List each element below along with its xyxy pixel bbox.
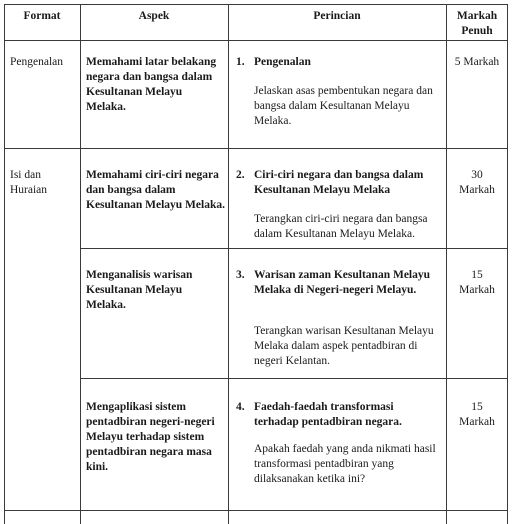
item-title: Ciri-ciri negara dan bangsa dalam Kesultanan Melayu Melaka xyxy=(254,169,424,196)
column-divider xyxy=(446,4,447,524)
row-aspek: Mengaplikasi sistem pentadbiran negeri-negeri Melayu terhadap sistem pentadbiran negara masa kini. xyxy=(86,401,215,473)
table-left-border xyxy=(4,4,5,524)
header-perincian: Perincian xyxy=(313,10,361,22)
table-right-border xyxy=(507,4,508,524)
assignment-rubric-table xyxy=(4,4,508,524)
item-title: Faedah-faedah transformasi terhadap pentadbiran negara. xyxy=(254,401,402,428)
row-aspek: Memahami latar belakang negara dan bangsa dalam Kesultanan Melayu Melaka. xyxy=(86,56,217,113)
header-markah-penuh: Markah Penuh xyxy=(456,10,498,37)
item-number: 2. xyxy=(236,169,245,181)
row-format: Pengenalan xyxy=(10,56,64,68)
row-markah: 15 Markah xyxy=(459,269,495,296)
row-markah: 5 Markah xyxy=(454,56,500,68)
column-divider xyxy=(80,4,81,524)
item-number: 4. xyxy=(236,401,245,413)
item-description: Jelaskan asas pembentukan negara dan bangsa dalam Kesultanan Melayu Melaka. xyxy=(254,85,433,127)
row-aspek: Memahami ciri-ciri negara dan bangsa dalam Kesultanan Melayu Melaka. xyxy=(86,169,225,211)
item-number: 3. xyxy=(236,269,245,281)
header-format: Format xyxy=(23,10,61,22)
row-divider xyxy=(80,248,508,249)
row-divider xyxy=(80,378,508,379)
row-format: Isi dan Huraian xyxy=(10,169,48,196)
item-number: 1. xyxy=(236,56,245,68)
item-description: Terangkan warisan Kesultanan Melayu Melaka dalam aspek pentadbiran di negeri Kelantan. xyxy=(254,325,434,367)
item-description: Apakah faedah yang anda nikmati hasil transformasi pentadbiran yang dilaksanakan ketika ini? xyxy=(254,443,436,485)
item-title: Warisan zaman Kesultanan Melayu Melaka di Negeri-negeri Melayu. xyxy=(254,269,431,296)
header-aspek: Aspek xyxy=(138,10,170,22)
item-description: Terangkan ciri-ciri negara dan bangsa dalam Kesultanan Melayu Melaka. xyxy=(254,213,428,240)
item-title: Pengenalan xyxy=(254,56,311,68)
column-divider xyxy=(228,4,229,524)
row-markah: 30 Markah xyxy=(459,169,495,196)
row-aspek: Menganalisis warisan Kesultanan Melayu Melaka. xyxy=(86,269,193,311)
row-markah: 15 Markah xyxy=(459,401,495,428)
